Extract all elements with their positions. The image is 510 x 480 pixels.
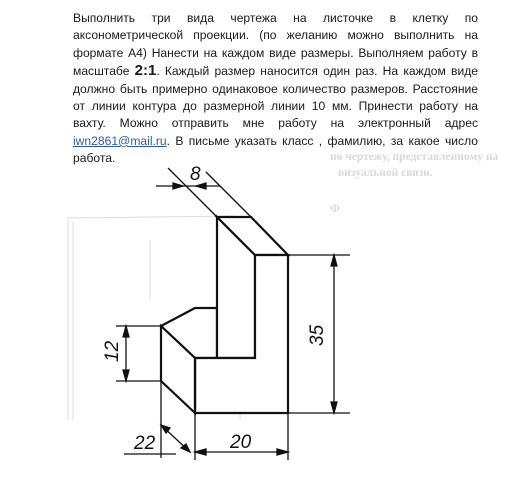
ghost-text-line2: визуальной связи. bbox=[338, 167, 433, 179]
instructions-part2: . Каждый размер наносится один раз. На каждом виде должно быть примерно одинаковое количество размеров. Расстояние от линии контура до размерной линии 10 мм. Принести работу на вахту. Можно отправить мне работу на электронный адрес bbox=[73, 64, 478, 131]
ghost-text-line1: по чертежу, представленному на bbox=[330, 151, 499, 163]
instructions-part3: . В письме указать класс , фамилию, за какое число работа. bbox=[73, 133, 478, 166]
dimension-height: 35 bbox=[307, 324, 328, 346]
ghost-mark: Ф bbox=[330, 203, 340, 215]
dimension-depth: 22 bbox=[134, 433, 156, 454]
axonometric-drawing bbox=[0, 130, 510, 480]
email-link[interactable]: iwn2861@mail.ru bbox=[73, 133, 167, 148]
dimension-step: 12 bbox=[102, 340, 123, 362]
l-shaped-part bbox=[161, 217, 288, 413]
scale-value: 2:1 bbox=[134, 62, 157, 80]
dimension-length: 20 bbox=[230, 432, 252, 453]
dimension-width: 8 bbox=[190, 164, 201, 185]
instructions-part1: Выполнить три вида чертежа на листочке в клетку по аксонометрической проекции. (по желанию можно выполнить на формате А4) Нанести на каждом виде размеры. Выполняем работу в масштабе bbox=[73, 11, 478, 79]
